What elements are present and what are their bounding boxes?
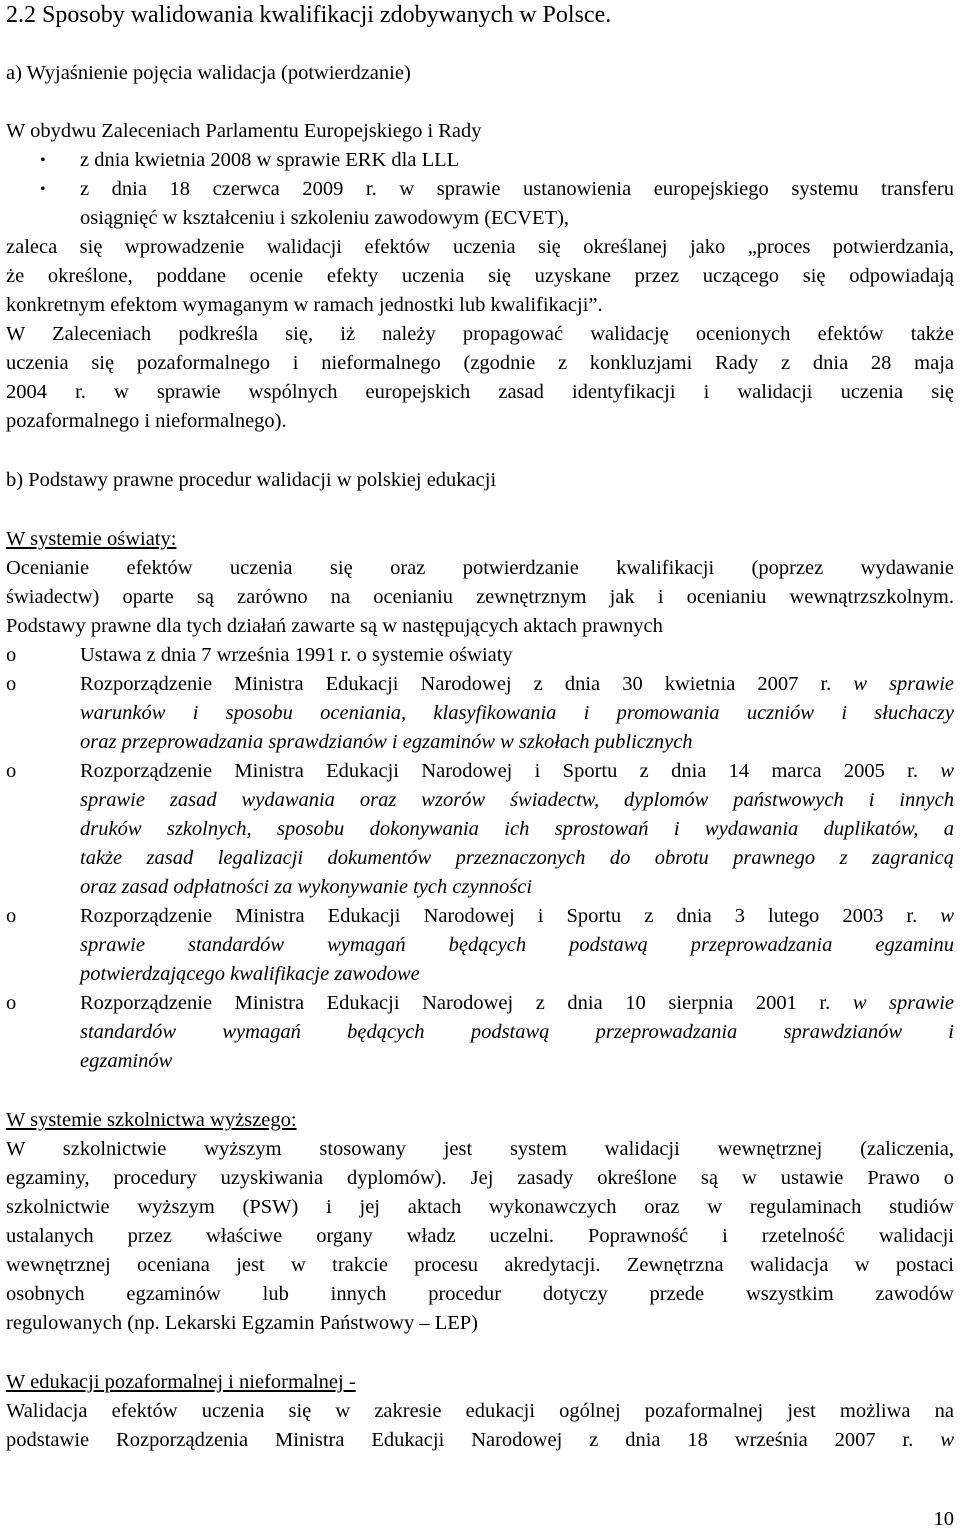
paragraph-line: Podstawy prawne dla tych działań zawarte są w następujących aktach prawnych — [6, 615, 663, 637]
legal-act-item: Rozporządzenie Ministra Edukacji Narodowej i Sportu z dnia 14 marca 2005 r. w — [80, 760, 954, 782]
circle-bullet-icon: o — [6, 760, 17, 782]
paragraph-line: szkolnictwie wyższym (PSW) i jej aktach wykonawczych oraz w regulaminach studiów — [6, 1196, 954, 1218]
legal-act-item: Rozporządzenie Ministra Edukacji Narodowej i Sportu z dnia 3 lutego 2003 r. w — [80, 905, 954, 927]
section-a-title: a) Wyjaśnienie pojęcia walidacja (potwierdzanie) — [6, 62, 411, 84]
paragraph-line: wewnętrznej oceniana jest w trakcie procesu akredytacji. Zewnętrzna walidacja w postaci — [6, 1254, 954, 1276]
paragraph-line: egzaminy, procedury uzyskiwania dyplomów). Jej zasady określone są w ustawie Prawo o — [6, 1167, 954, 1189]
bullet-item: z dnia 18 czerwca 2009 r. w sprawie ustanowienia europejskiego systemu transferu — [80, 178, 954, 200]
bullet-icon: • — [40, 152, 46, 169]
paragraph-line: regulowanych (np. Lekarski Egzamin Państwowy – LEP) — [6, 1312, 478, 1334]
legal-act-continued: standardów wymagań będących podstawą przeprowadzania sprawdzianów i — [80, 1021, 954, 1043]
page-number: 10 — [933, 1508, 954, 1530]
paragraph-line: że określone, poddane ocenie efekty uczenia się uzyskane przez uczącego się odpowiadają — [6, 265, 954, 287]
legal-act-continued: druków szkolnych, sposobu dokonywania ich sprostowań i wydawania duplikatów, a — [80, 818, 954, 840]
paragraph-line: W Zaleceniach podkreśla się, iż należy propagować walidację ocenionych efektów także — [6, 323, 954, 345]
bullet-item-continued: osiągnięć w kształceniu i szkoleniu zawodowym (ECVET), — [80, 207, 570, 229]
paragraph-line: ustalanych przez właściwe organy władz uczelni. Poprawność i rzetelność walidacji — [6, 1225, 954, 1247]
bullet-icon: • — [40, 181, 46, 198]
circle-bullet-icon: o — [6, 673, 17, 695]
paragraph-line: Walidacja efektów uczenia się w zakresie edukacji ogólnej pozaformalnej jest możliwa na — [6, 1400, 954, 1422]
legal-act-continued: sprawie zasad wydawania oraz wzorów świadectw, dyplomów państwowych i innych — [80, 789, 954, 811]
paragraph-line: pozaformalnego i nieformalnego). — [6, 410, 287, 432]
oswiata-subheading: W systemie oświaty: — [6, 528, 177, 550]
a-intro: W obydwu Zaleceniach Parlamentu Europejskiego i Rady — [6, 120, 482, 142]
legal-act-continued: także zasad legalizacji dokumentów przeznaczonych do obrotu prawnego z zagranicą — [80, 847, 954, 869]
paragraph-line: Ocenianie efektów uczenia się oraz potwierdzanie kwalifikacji (poprzez wydawanie — [6, 557, 954, 579]
legal-act-continued: oraz zasad odpłatności za wykonywanie tych czynności — [80, 876, 533, 898]
legal-act-continued: potwierdzającego kwalifikacje zawodowe — [80, 963, 420, 985]
bullet-item: z dnia kwietnia 2008 w sprawie ERK dla LLL — [80, 149, 460, 171]
paragraph-line: 2004 r. w sprawie wspólnych europejskich zasad identyfikacji i walidacji uczenia się — [6, 381, 954, 403]
legal-act-continued: oraz przeprowadzania sprawdzianów i egzaminów w szkołach publicznych — [80, 731, 693, 753]
circle-bullet-icon: o — [6, 992, 17, 1014]
circle-bullet-icon: o — [6, 644, 17, 666]
paragraph-line: podstawie Rozporządzenia Ministra Edukacji Narodowej z dnia 18 września 2007 r. w — [6, 1429, 954, 1451]
section-b-title: b) Podstawy prawne procedur walidacji w polskiej edukacji — [6, 469, 497, 491]
paragraph-line: zaleca się wprowadzenie walidacji efektów uczenia się określanej jako „proces potwierdzania, — [6, 236, 954, 258]
paragraph-line: uczenia się pozaformalnego i nieformalnego (zgodnie z konkluzjami Rady z dnia 28 maja — [6, 352, 954, 374]
wyzsze-subheading: W systemie szkolnictwa wyższego: — [6, 1109, 297, 1131]
legal-act-continued: warunków i sposobu oceniania, klasyfikowania i promowania uczniów i słuchaczy — [80, 702, 954, 724]
paragraph-line: W szkolnictwie wyższym stosowany jest system walidacji wewnętrznej (zaliczenia, — [6, 1138, 954, 1160]
legal-act-item: Ustawa z dnia 7 września 1991 r. o systemie oświaty — [80, 644, 513, 666]
pozaformalna-subheading: W edukacji pozaformalnej i nieformalnej - — [6, 1371, 356, 1393]
circle-bullet-icon: o — [6, 905, 17, 927]
section-heading: 2.2 Sposoby walidowania kwalifikacji zdobywanych w Polsce. — [6, 2, 612, 28]
paragraph-line: świadectw) oparte są zarówno na ocenianiu zewnętrznym jak i ocenianiu wewnątrzszkolnym. — [6, 586, 954, 608]
legal-act-item: Rozporządzenie Ministra Edukacji Narodowej z dnia 10 sierpnia 2001 r. w sprawie — [80, 992, 954, 1014]
paragraph-line: konkretnym efektom wymaganym w ramach jednostki lub kwalifikacji”. — [6, 294, 603, 316]
legal-act-continued: sprawie standardów wymagań będących podstawą przeprowadzania egzaminu — [80, 934, 954, 956]
legal-act-continued: egzaminów — [80, 1050, 173, 1072]
legal-act-item: Rozporządzenie Ministra Edukacji Narodowej z dnia 30 kwietnia 2007 r. w sprawie — [80, 673, 954, 695]
paragraph-line: osobnych egzaminów lub innych procedur dotyczy przede wszystkim zawodów — [6, 1283, 954, 1305]
